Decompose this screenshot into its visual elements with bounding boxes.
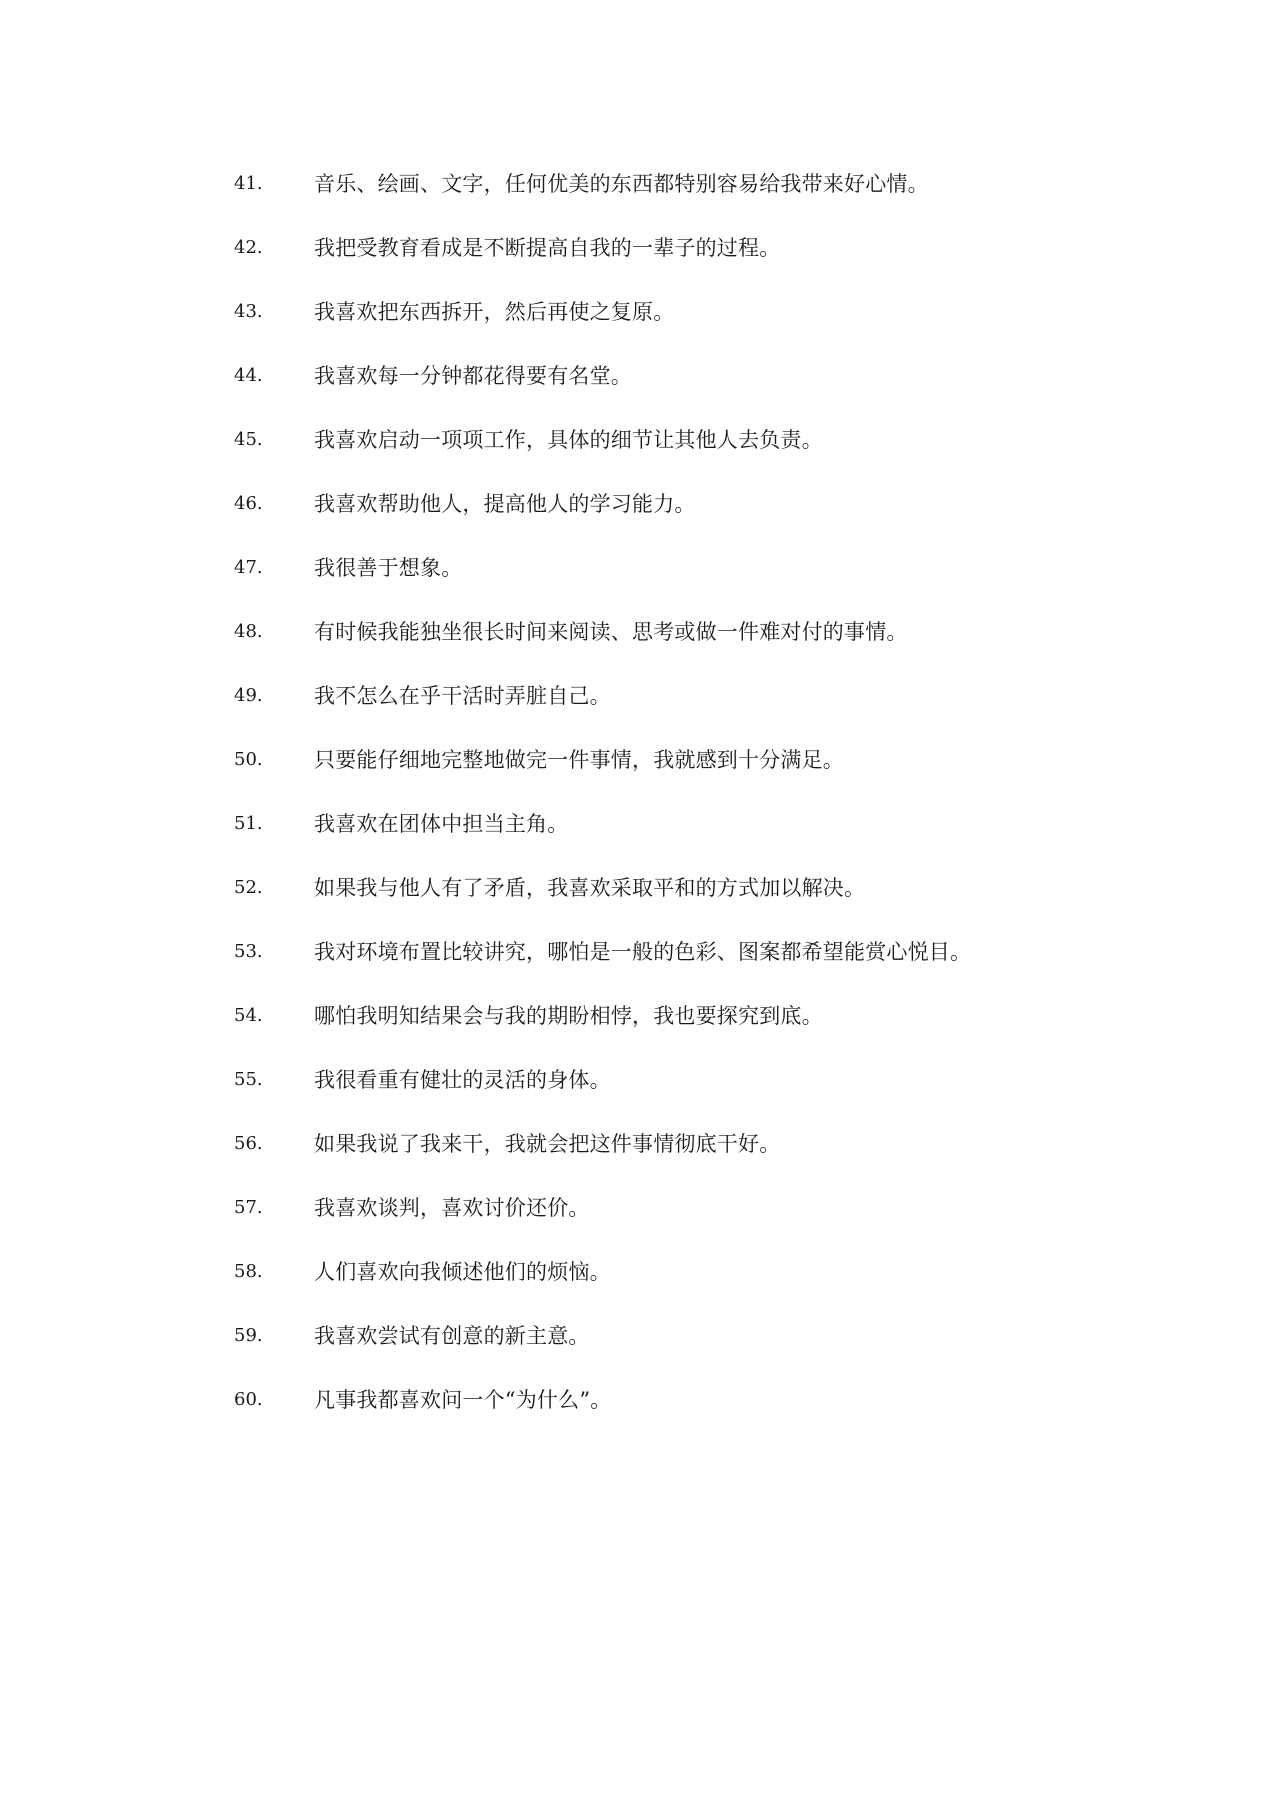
- item-text: 我不怎么在乎干活时弄脏自己。: [314, 684, 611, 708]
- item-text: 我把受教育看成是不断提高自我的一辈子的过程。: [314, 236, 781, 260]
- item-text: 我很善于想象。: [314, 556, 463, 580]
- item-number: 52.: [234, 877, 263, 898]
- item-text: 我喜欢在团体中担当主角。: [314, 812, 569, 836]
- item-number: 47.: [234, 557, 263, 578]
- list-item: [0, 620, 1280, 684]
- list-item: [0, 1004, 1280, 1068]
- list-item: [0, 940, 1280, 1004]
- list-item: [0, 364, 1280, 428]
- item-text: 凡事我都喜欢问一个“为什么”。: [314, 1388, 612, 1412]
- item-number: 53.: [234, 941, 263, 962]
- list-item: [0, 876, 1280, 940]
- list-item: [0, 1068, 1280, 1132]
- list-item: [0, 1196, 1280, 1260]
- item-text: 我喜欢启动一项项工作，具体的细节让其他人去负责。: [314, 428, 823, 452]
- list-item: [0, 748, 1280, 812]
- item-number: 46.: [234, 493, 263, 514]
- item-number: 48.: [234, 621, 263, 642]
- item-number: 58.: [234, 1261, 263, 1282]
- item-text: 只要能仔细地完整地做完一件事情，我就感到十分满足。: [314, 748, 844, 772]
- item-text: 人们喜欢向我倾述他们的烦恼。: [314, 1260, 611, 1284]
- item-number: 56.: [234, 1133, 263, 1154]
- item-number: 49.: [234, 685, 263, 706]
- item-text: 我喜欢帮助他人，提高他人的学习能力。: [314, 492, 696, 516]
- item-text: 哪怕我明知结果会与我的期盼相悖，我也要探究到底。: [314, 1004, 823, 1028]
- item-text: 音乐、绘画、文字，任何优美的东西都特别容易给我带来好心情。: [314, 172, 929, 196]
- item-text: 我很看重有健壮的灵活的身体。: [314, 1068, 611, 1092]
- item-number: 51.: [234, 813, 263, 834]
- item-number: 55.: [234, 1069, 263, 1090]
- item-text: 有时候我能独坐很长时间来阅读、思考或做一件难对付的事情。: [314, 620, 908, 644]
- item-number: 54.: [234, 1005, 263, 1026]
- list-item: [0, 1260, 1280, 1324]
- list-item: [0, 1132, 1280, 1196]
- list-item: [0, 428, 1280, 492]
- item-number: 45.: [234, 429, 263, 450]
- questionnaire-list: [0, 172, 1280, 1452]
- list-item: [0, 1324, 1280, 1388]
- item-number: 42.: [234, 237, 263, 258]
- item-text: 我喜欢每一分钟都花得要有名堂。: [314, 364, 632, 388]
- item-text: 我喜欢把东西拆开，然后再使之复原。: [314, 300, 675, 324]
- item-number: 57.: [234, 1197, 263, 1218]
- list-item: [0, 300, 1280, 364]
- item-text: 我喜欢尝试有创意的新主意。: [314, 1324, 590, 1348]
- item-number: 60.: [234, 1389, 263, 1410]
- item-text: 我喜欢谈判，喜欢讨价还价。: [314, 1196, 590, 1220]
- item-number: 59.: [234, 1325, 263, 1346]
- list-item: [0, 684, 1280, 748]
- item-number: 41.: [234, 173, 263, 194]
- item-text: 如果我说了我来干，我就会把这件事情彻底干好。: [314, 1132, 781, 1156]
- item-number: 44.: [234, 365, 263, 386]
- list-item: [0, 236, 1280, 300]
- list-item: [0, 556, 1280, 620]
- list-item: [0, 492, 1280, 556]
- item-number: 50.: [234, 749, 263, 770]
- item-number: 43.: [234, 301, 263, 322]
- item-text: 我对环境布置比较讲究，哪怕是一般的色彩、图案都希望能赏心悦目。: [314, 940, 972, 964]
- list-item: [0, 812, 1280, 876]
- item-text: 如果我与他人有了矛盾，我喜欢采取平和的方式加以解决。: [314, 876, 866, 900]
- list-item: [0, 172, 1280, 236]
- list-item: [0, 1388, 1280, 1452]
